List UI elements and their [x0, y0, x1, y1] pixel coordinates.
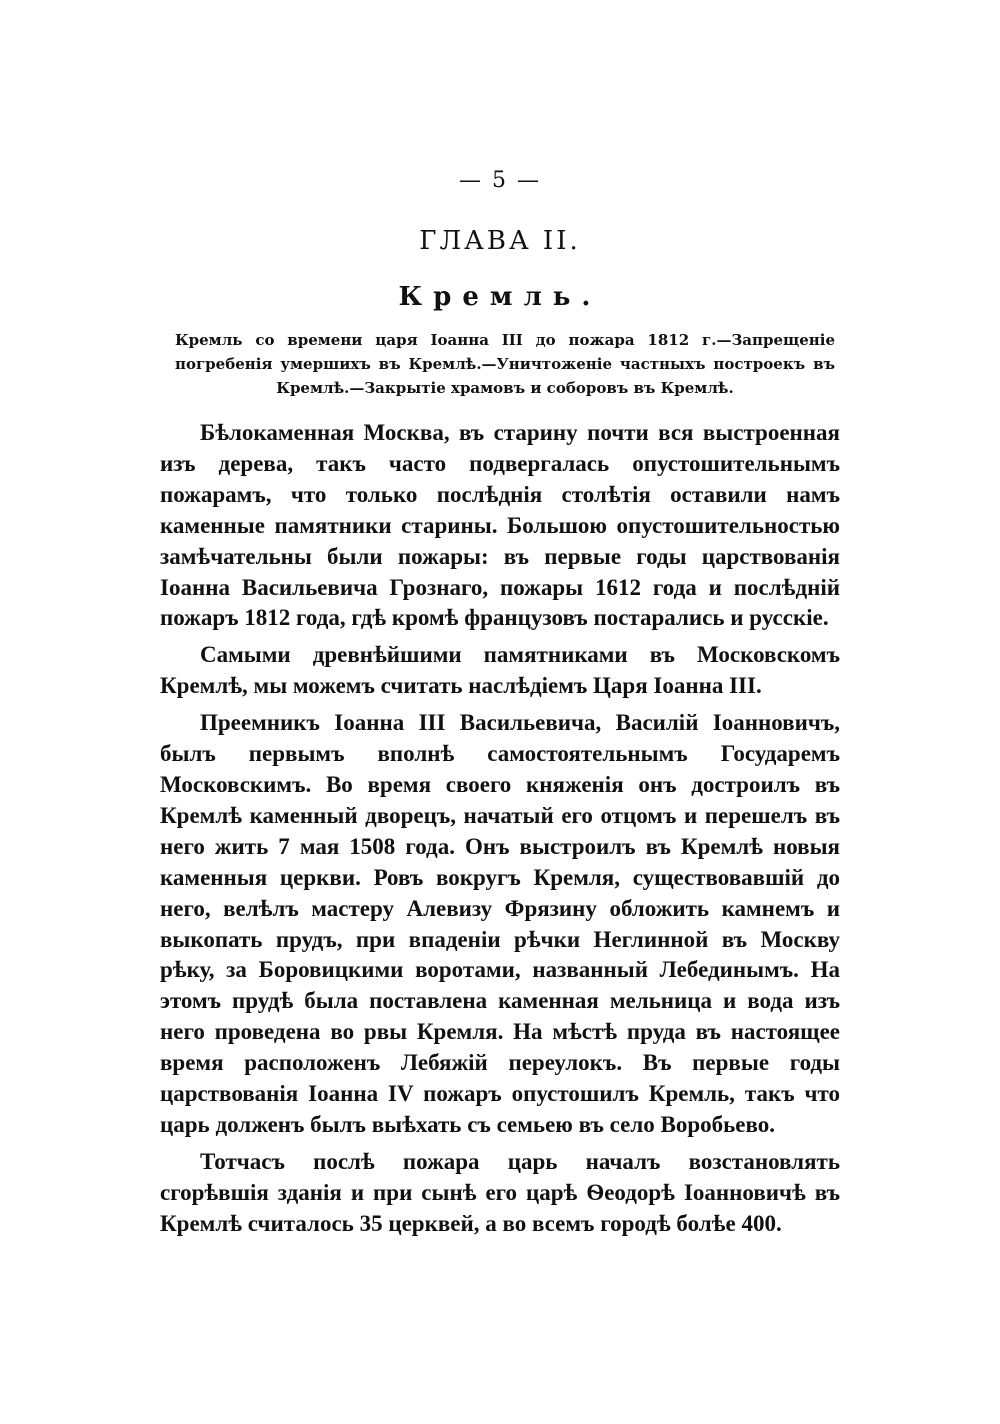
- page-number: — 5 —: [459, 168, 541, 193]
- paragraph-4: Тотчасъ послѣ пожара царь началъ возстановлять сгорѣвшія зданія и при сынѣ его царѣ Ѳеодорѣ Іоанновичѣ въ Кремлѣ считалось 35 церквей, а во всемъ городѣ болѣе 400.: [160, 1148, 840, 1236]
- paragraph-1: Бѣлокаменная Москва, въ старину почти вся выстроенная изъ дерева, такъ часто подвергалась опустошительнымъ пожарамъ, что только послѣднія столѣтія оставили намъ каменные памятники старины. Большою опустошительностью замѣчательны были пожары: въ первые годы царствованія Іоанна Васильевича Грознаго, пожары 1612 года и послѣдній пожаръ 1812 года, гдѣ кромѣ французовъ постарались и русскіе.: [160, 420, 840, 631]
- chapter-heading: ГЛАВА II.: [419, 226, 581, 256]
- paragraph-3: Преемникъ Іоанна III Васильевича, Василій Іоанновичъ, былъ первымъ вполнѣ самостоятельнымъ Государемъ Московскимъ. Во время своего княженія онъ достроилъ въ Кремлѣ каменный дворецъ, начатый его отцомъ и перешелъ въ него жить 7 мая 1508 года. Онъ выстроилъ въ Кремлѣ новыя каменныя церкви. Ровъ вокругъ Кремля, существовавшій до него, велѣлъ мастеру Алевизу Фрязину обложить камнемъ и выкопать прудъ, при впаденіи рѣчки Неглинной въ Москву рѣку, за Боровицкими воротами, названный Лебединымъ. На этомъ прудѣ была поставлена каменная мельница и вода изъ него проведена во рвы Кремля. На мѣстѣ пруда въ настоящее время расположенъ Лебяжій переулокъ. Въ первые годы царствованія Іоанна IV пожаръ опустошилъ Кремль, такъ что царь долженъ былъ выѣхать съ семьею въ село Воробьево.: [160, 710, 840, 1137]
- chapter-summary: Кремль со времени царя Іоанна III до пожара 1812 г.—Запрещеніе погребенія умершихъ въ Кремлѣ.—Уничтоженіе частныхъ построекъ въ Кремлѣ.—Закрытіе храмовъ и соборовъ въ Кремлѣ.: [175, 331, 835, 397]
- body-text: [160, 418, 840, 1246]
- chapter-title: Кремль.: [398, 282, 602, 312]
- paragraph-2: Самыми древнѣйшими памятниками въ Московскомъ Кремлѣ, мы можемъ считать наслѣдіемъ Царя Іоанна III.: [160, 642, 840, 699]
